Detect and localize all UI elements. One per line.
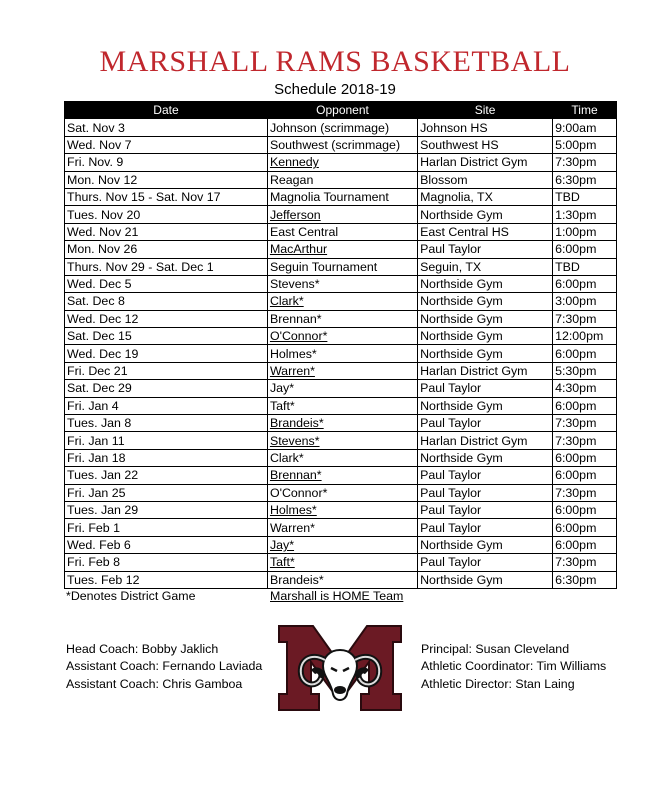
cell-date-text: Tues. Feb 12 bbox=[67, 572, 140, 587]
cell-site-text: Harlan District Gym bbox=[420, 364, 528, 379]
cell-time-text: 1:00pm bbox=[555, 224, 597, 239]
table-row bbox=[65, 223, 617, 240]
table-row bbox=[65, 415, 617, 432]
cell-time bbox=[553, 136, 617, 153]
table-row bbox=[65, 154, 617, 171]
cell-time-text: 9:00am bbox=[555, 120, 597, 135]
cell-opponent bbox=[267, 328, 417, 345]
cell-time-text: 6:00pm bbox=[555, 468, 597, 483]
cell-date bbox=[65, 275, 268, 292]
cell-time bbox=[553, 571, 617, 588]
cell-date bbox=[65, 241, 268, 258]
cell-site bbox=[418, 258, 553, 275]
cell-time bbox=[553, 154, 617, 171]
schedule-body bbox=[65, 119, 617, 589]
schedule-subtitle: Schedule 2018-19 bbox=[274, 81, 396, 98]
table-row bbox=[65, 188, 617, 205]
table-row bbox=[65, 397, 617, 414]
cell-date bbox=[65, 293, 268, 310]
cell-date-text: Fri. Jan 25 bbox=[67, 485, 126, 500]
cell-site-text: Northside Gym bbox=[420, 537, 503, 552]
cell-date bbox=[65, 119, 268, 136]
cell-opponent-text: Clark* bbox=[269, 294, 304, 309]
cell-date-text: Sat. Dec 15 bbox=[67, 329, 132, 344]
cell-opponent bbox=[267, 554, 417, 571]
cell-site-text: Paul Taylor bbox=[420, 503, 482, 518]
cell-site-text: Northside Gym bbox=[420, 572, 503, 587]
cell-time bbox=[553, 328, 617, 345]
cell-opponent bbox=[267, 536, 417, 553]
table-row bbox=[65, 310, 617, 327]
cell-opponent-text: Warren* bbox=[269, 364, 315, 379]
cell-date-text: Fri. Feb 1 bbox=[67, 520, 121, 535]
cell-date-text: Thurs. Nov 29 - Sat. Dec 1 bbox=[67, 259, 214, 274]
table-row bbox=[65, 275, 617, 292]
cell-date-text: Tues. Jan 8 bbox=[67, 416, 132, 431]
cell-site bbox=[418, 449, 553, 466]
column-header-date: Date bbox=[65, 102, 268, 119]
cell-date-text: Tues. Jan 22 bbox=[67, 468, 139, 483]
head-coach: Head Coach: Bobby Jaklich bbox=[66, 642, 219, 656]
cell-opponent-text: Jefferson bbox=[269, 207, 321, 222]
cell-site-text: Paul Taylor bbox=[420, 381, 482, 396]
table-row bbox=[65, 206, 617, 223]
cell-time bbox=[553, 501, 617, 518]
cell-date bbox=[65, 554, 268, 571]
cell-site-text: Paul Taylor bbox=[420, 416, 482, 431]
page-title: MARSHALL RAMS BASKETBALL bbox=[99, 45, 571, 78]
cell-opponent-text: Brandeis* bbox=[269, 572, 324, 587]
cell-time bbox=[553, 171, 617, 188]
cell-date-text: Wed. Dec 19 bbox=[67, 346, 139, 361]
cell-opponent-text: Clark* bbox=[269, 451, 304, 465]
cell-time-text: 6:30pm bbox=[555, 572, 597, 587]
table-row bbox=[65, 119, 617, 136]
cell-date bbox=[65, 345, 268, 362]
district-game-note: *Denotes District Game bbox=[66, 589, 196, 603]
cell-time-text: 6:00pm bbox=[555, 537, 597, 552]
cell-opponent bbox=[267, 241, 417, 258]
cell-site bbox=[418, 397, 553, 414]
cell-time-text: 6:00pm bbox=[555, 346, 597, 361]
cell-date-text: Wed. Dec 12 bbox=[67, 311, 139, 326]
cell-time bbox=[553, 554, 617, 571]
cell-site bbox=[418, 171, 553, 188]
cell-opponent-text: Southwest (scrimmage) bbox=[269, 137, 401, 152]
cell-opponent bbox=[267, 188, 417, 205]
cell-site-text: Northside Gym bbox=[420, 311, 503, 326]
cell-opponent-text: Magnolia Tournament bbox=[269, 190, 389, 205]
cell-opponent-text: Reagan bbox=[269, 172, 314, 187]
cell-opponent-text: Stevens* bbox=[269, 277, 320, 292]
table-row bbox=[65, 536, 617, 553]
cell-time bbox=[553, 484, 617, 501]
cell-opponent bbox=[267, 119, 417, 136]
cell-site-text: Northside Gym bbox=[420, 346, 503, 361]
cell-date-text: Wed. Nov 21 bbox=[67, 224, 139, 239]
table-row bbox=[65, 501, 617, 518]
cell-site-text: Seguin, TX bbox=[420, 259, 482, 274]
cell-opponent bbox=[267, 571, 417, 588]
cell-date-text: Wed. Dec 5 bbox=[67, 277, 132, 292]
cell-time-text: 7:30pm bbox=[555, 485, 597, 500]
cell-opponent-text: Holmes* bbox=[269, 503, 317, 518]
cell-opponent-text: Holmes* bbox=[269, 346, 317, 361]
column-header-site: Site bbox=[418, 102, 553, 119]
cell-date-text: Fri. Jan 4 bbox=[67, 398, 119, 413]
cell-opponent bbox=[267, 415, 417, 432]
cell-opponent bbox=[267, 345, 417, 362]
cell-site bbox=[418, 136, 553, 153]
cell-date bbox=[65, 501, 268, 518]
cell-time-text: 7:30pm bbox=[555, 555, 597, 570]
cell-opponent bbox=[267, 380, 417, 397]
column-header-time: Time bbox=[553, 102, 617, 119]
assistant-coach-2: Assistant Coach: Chris Gamboa bbox=[66, 676, 243, 691]
cell-date-text: Fri. Jan 11 bbox=[67, 433, 125, 448]
ram-m-logo-icon bbox=[277, 624, 403, 712]
cell-time-text: 7:30pm bbox=[555, 433, 597, 448]
cell-site bbox=[418, 206, 553, 223]
cell-opponent-text: Jay* bbox=[269, 381, 295, 396]
cell-date-text: Fri. Dec 21 bbox=[67, 364, 128, 379]
cell-date-text: Mon. Nov 12 bbox=[67, 172, 138, 187]
home-team-note: Marshall is HOME Team bbox=[270, 589, 404, 603]
table-row bbox=[65, 345, 617, 362]
cell-opponent bbox=[267, 449, 417, 466]
cell-time bbox=[553, 362, 617, 379]
table-row bbox=[65, 171, 617, 188]
cell-site-text: Johnson HS bbox=[420, 120, 488, 135]
cell-date bbox=[65, 206, 268, 223]
cell-site-text: Paul Taylor bbox=[420, 520, 482, 535]
cell-site-text: East Central HS bbox=[420, 224, 509, 239]
cell-time bbox=[553, 188, 617, 205]
cell-site bbox=[418, 154, 553, 171]
table-row bbox=[65, 258, 617, 275]
table-header-row bbox=[65, 102, 617, 119]
cell-time bbox=[553, 241, 617, 258]
cell-time bbox=[553, 119, 617, 136]
cell-time-text: 6:00pm bbox=[555, 277, 597, 292]
cell-opponent bbox=[267, 223, 417, 240]
cell-site-text: Paul Taylor bbox=[420, 485, 482, 500]
table-row bbox=[65, 328, 617, 345]
cell-date bbox=[65, 223, 268, 240]
cell-date bbox=[65, 328, 268, 345]
cell-site-text: Paul Taylor bbox=[420, 468, 482, 483]
cell-site bbox=[418, 467, 553, 484]
cell-opponent bbox=[267, 275, 417, 292]
cell-date bbox=[65, 154, 268, 171]
cell-time bbox=[553, 293, 617, 310]
cell-time bbox=[553, 415, 617, 432]
cell-time-text: 7:30pm bbox=[555, 311, 597, 326]
table-row bbox=[65, 467, 617, 484]
cell-opponent-text: Warren* bbox=[269, 520, 315, 535]
cell-opponent-text: O'Connor* bbox=[269, 485, 328, 500]
table-row bbox=[65, 519, 617, 536]
cell-time-text: 6:00pm bbox=[555, 242, 597, 257]
cell-date-text: Fri. Feb 8 bbox=[67, 555, 121, 570]
cell-opponent-text: MacArthur bbox=[269, 242, 328, 257]
cell-date-text: Sat. Dec 8 bbox=[67, 294, 125, 309]
cell-date-text: Tues. Jan 29 bbox=[67, 503, 139, 518]
table-row bbox=[65, 449, 617, 466]
cell-site bbox=[418, 223, 553, 240]
table-row bbox=[65, 380, 617, 397]
table-row bbox=[65, 571, 617, 588]
cell-date bbox=[65, 397, 268, 414]
cell-opponent bbox=[267, 467, 417, 484]
cell-site bbox=[418, 571, 553, 588]
cell-opponent bbox=[267, 397, 417, 414]
cell-site-text: Northside Gym bbox=[420, 451, 503, 465]
table-row bbox=[65, 432, 617, 449]
table-row bbox=[65, 136, 617, 153]
cell-opponent-text: Johnson (scrimmage) bbox=[269, 120, 390, 135]
cell-opponent bbox=[267, 484, 417, 501]
cell-date-text: Fri. Nov. 9 bbox=[67, 155, 124, 170]
cell-opponent-text: Taft* bbox=[269, 555, 295, 570]
cell-date bbox=[65, 467, 268, 484]
cell-time-text: TBD bbox=[555, 190, 580, 205]
column-header-opponent: Opponent bbox=[267, 102, 417, 119]
cell-site bbox=[418, 484, 553, 501]
cell-site bbox=[418, 554, 553, 571]
cell-time-text: 7:30pm bbox=[555, 416, 597, 431]
cell-opponent bbox=[267, 310, 417, 327]
cell-site-text: Northside Gym bbox=[420, 277, 503, 292]
cell-site bbox=[418, 501, 553, 518]
cell-opponent-text: Jay* bbox=[269, 537, 295, 552]
cell-time-text: 5:30pm bbox=[555, 364, 597, 379]
administration-staff bbox=[421, 641, 606, 693]
cell-site bbox=[418, 415, 553, 432]
cell-opponent bbox=[267, 171, 417, 188]
cell-time-text: TBD bbox=[555, 259, 580, 274]
cell-date-text: Thurs. Nov 15 - Sat. Nov 17 bbox=[67, 190, 221, 205]
cell-date bbox=[65, 362, 268, 379]
cell-date-text: Wed. Nov 7 bbox=[67, 137, 132, 152]
assistant-coach-1: Assistant Coach: Fernando Laviada bbox=[66, 659, 263, 674]
cell-date bbox=[65, 310, 268, 327]
cell-time bbox=[553, 519, 617, 536]
cell-time bbox=[553, 536, 617, 553]
cell-time-text: 6:00pm bbox=[555, 520, 597, 535]
cell-date bbox=[65, 484, 268, 501]
cell-site bbox=[418, 328, 553, 345]
cell-opponent bbox=[267, 362, 417, 379]
cell-site-text: Northside Gym bbox=[420, 294, 503, 309]
cell-site-text: Southwest HS bbox=[420, 137, 499, 152]
cell-time-text: 1:30pm bbox=[555, 207, 597, 222]
cell-opponent bbox=[267, 293, 417, 310]
cell-site bbox=[418, 362, 553, 379]
cell-time-text: 6:30pm bbox=[555, 172, 597, 187]
cell-time bbox=[553, 397, 617, 414]
athletic-director: Athletic Director: Stan Laing bbox=[421, 676, 575, 691]
cell-time bbox=[553, 467, 617, 484]
cell-opponent bbox=[267, 519, 417, 536]
cell-site-text: Paul Taylor bbox=[420, 242, 482, 257]
cell-date bbox=[65, 188, 268, 205]
cell-date-text: Mon. Nov 26 bbox=[67, 242, 138, 257]
table-row bbox=[65, 241, 617, 258]
cell-site-text: Magnolia, TX bbox=[420, 190, 493, 205]
cell-time bbox=[553, 380, 617, 397]
cell-date-text: Tues. Nov 20 bbox=[67, 207, 141, 222]
cell-time-text: 6:00pm bbox=[555, 503, 597, 518]
cell-time bbox=[553, 275, 617, 292]
cell-date-text: Sat. Dec 29 bbox=[67, 381, 132, 396]
cell-time bbox=[553, 449, 617, 466]
cell-time bbox=[553, 206, 617, 223]
cell-date-text: Fri. Jan 18 bbox=[67, 451, 126, 465]
table-row bbox=[65, 554, 617, 571]
coaching-staff bbox=[66, 641, 262, 693]
cell-time-text: 5:00pm bbox=[555, 137, 597, 152]
cell-time-text: 12:00pm bbox=[555, 329, 604, 344]
cell-site bbox=[418, 432, 553, 449]
cell-time-text: 6:00pm bbox=[555, 451, 597, 465]
cell-site-text: Northside Gym bbox=[420, 398, 503, 413]
cell-date-text: Sat. Nov 3 bbox=[67, 120, 125, 135]
cell-time-text: 4:30pm bbox=[555, 381, 597, 396]
cell-site-text: Northside Gym bbox=[420, 207, 503, 222]
cell-date bbox=[65, 171, 268, 188]
table-row bbox=[65, 484, 617, 501]
cell-site-text: Northside Gym bbox=[420, 329, 503, 344]
cell-opponent-text: Brandeis* bbox=[269, 416, 324, 431]
cell-time bbox=[553, 310, 617, 327]
principal: Principal: Susan Cleveland bbox=[421, 642, 570, 656]
cell-site bbox=[418, 119, 553, 136]
cell-opponent-text: Stevens* bbox=[269, 433, 320, 448]
cell-site bbox=[418, 345, 553, 362]
cell-date bbox=[65, 536, 268, 553]
cell-date bbox=[65, 571, 268, 588]
cell-opponent-text: Kennedy bbox=[269, 155, 319, 170]
cell-time bbox=[553, 223, 617, 240]
cell-site bbox=[418, 519, 553, 536]
cell-site bbox=[418, 536, 553, 553]
cell-opponent-text: Brennan* bbox=[269, 468, 322, 483]
athletic-coordinator: Athletic Coordinator: Tim Williams bbox=[421, 659, 607, 674]
cell-time-text: 6:00pm bbox=[555, 398, 597, 413]
cell-site-text: Harlan District Gym bbox=[420, 155, 528, 170]
cell-date bbox=[65, 415, 268, 432]
cell-site bbox=[418, 310, 553, 327]
cell-date bbox=[65, 380, 268, 397]
cell-date bbox=[65, 258, 268, 275]
cell-time bbox=[553, 432, 617, 449]
cell-opponent bbox=[267, 432, 417, 449]
cell-site bbox=[418, 380, 553, 397]
table-row bbox=[65, 362, 617, 379]
cell-site-text: Blossom bbox=[420, 172, 468, 187]
cell-time-text: 3:00pm bbox=[555, 294, 597, 309]
table-row bbox=[65, 293, 617, 310]
cell-opponent bbox=[267, 136, 417, 153]
cell-date-text: Wed. Feb 6 bbox=[67, 537, 131, 552]
schedule-table bbox=[64, 101, 617, 589]
cell-opponent-text: O'Connor* bbox=[269, 329, 328, 344]
cell-opponent-text: Seguin Tournament bbox=[269, 259, 378, 274]
cell-site-text: Paul Taylor bbox=[420, 555, 482, 570]
cell-opponent-text: East Central bbox=[269, 224, 339, 239]
cell-opponent-text: Taft* bbox=[269, 398, 295, 413]
cell-date bbox=[65, 432, 268, 449]
cell-time bbox=[553, 345, 617, 362]
cell-opponent bbox=[267, 206, 417, 223]
cell-site bbox=[418, 293, 553, 310]
cell-date bbox=[65, 136, 268, 153]
cell-opponent bbox=[267, 501, 417, 518]
cell-opponent-text: Brennan* bbox=[269, 311, 322, 326]
cell-date bbox=[65, 449, 268, 466]
cell-opponent bbox=[267, 154, 417, 171]
cell-site bbox=[418, 241, 553, 258]
cell-date bbox=[65, 519, 268, 536]
cell-site bbox=[418, 275, 553, 292]
cell-time-text: 7:30pm bbox=[555, 155, 597, 170]
cell-site bbox=[418, 188, 553, 205]
cell-opponent bbox=[267, 258, 417, 275]
cell-site-text: Harlan District Gym bbox=[420, 433, 528, 448]
cell-time bbox=[553, 258, 617, 275]
